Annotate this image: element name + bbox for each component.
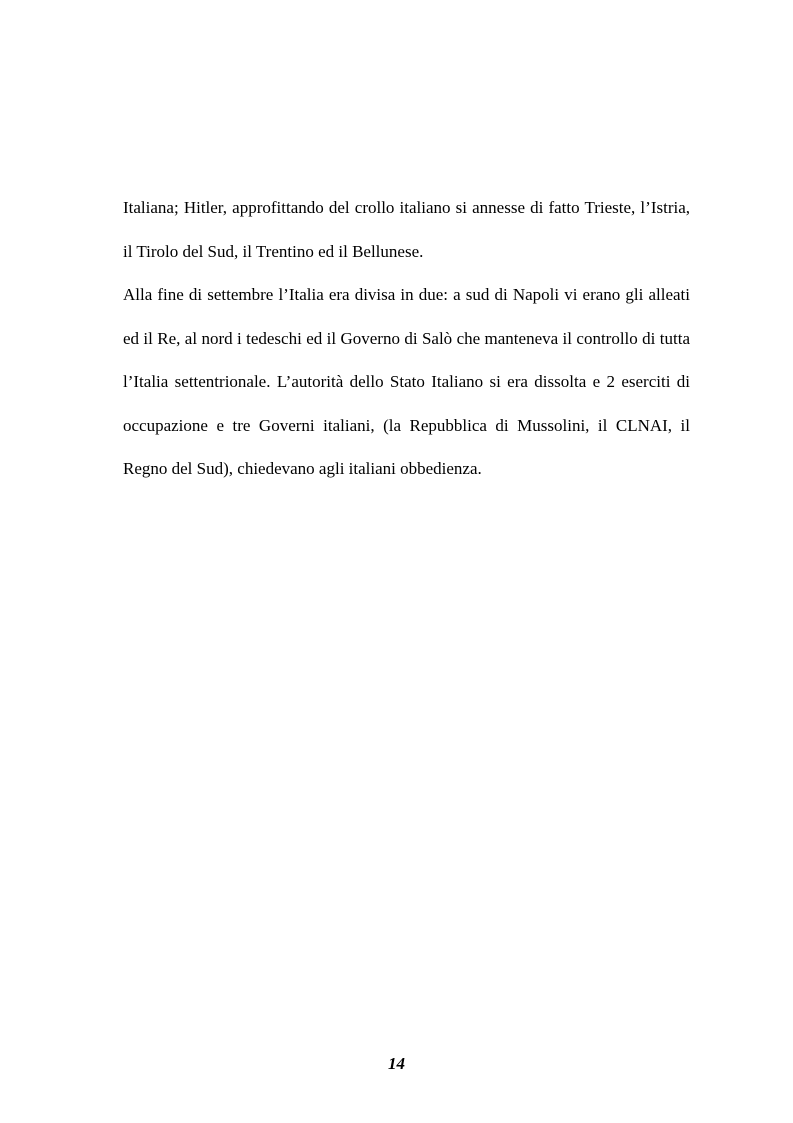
body-text <box>123 186 690 491</box>
page-number: 14 <box>388 1054 405 1073</box>
paragraph-1: Italiana; Hitler, approfittando del crollo italiano si annesse di fatto Trieste, l’Istria, il Tirolo del Sud, il Trentino ed il Bellunese. <box>123 198 690 261</box>
paragraph-2: Alla fine di settembre l’Italia era divisa in due: a sud di Napoli vi erano gli alleati ed il Re, al nord i tedeschi ed il Governo di Salò che manteneva il controllo di tutta l’Italia settentrionale. L’autorità dello Stato Italiano si era dissolta e 2 eserciti di occupazione e tre Governi italiani, (la Repubblica di Mussolini, il CLNAI, il Regno del Sud), chiedevano agli italiani obbedienza. <box>123 285 690 478</box>
